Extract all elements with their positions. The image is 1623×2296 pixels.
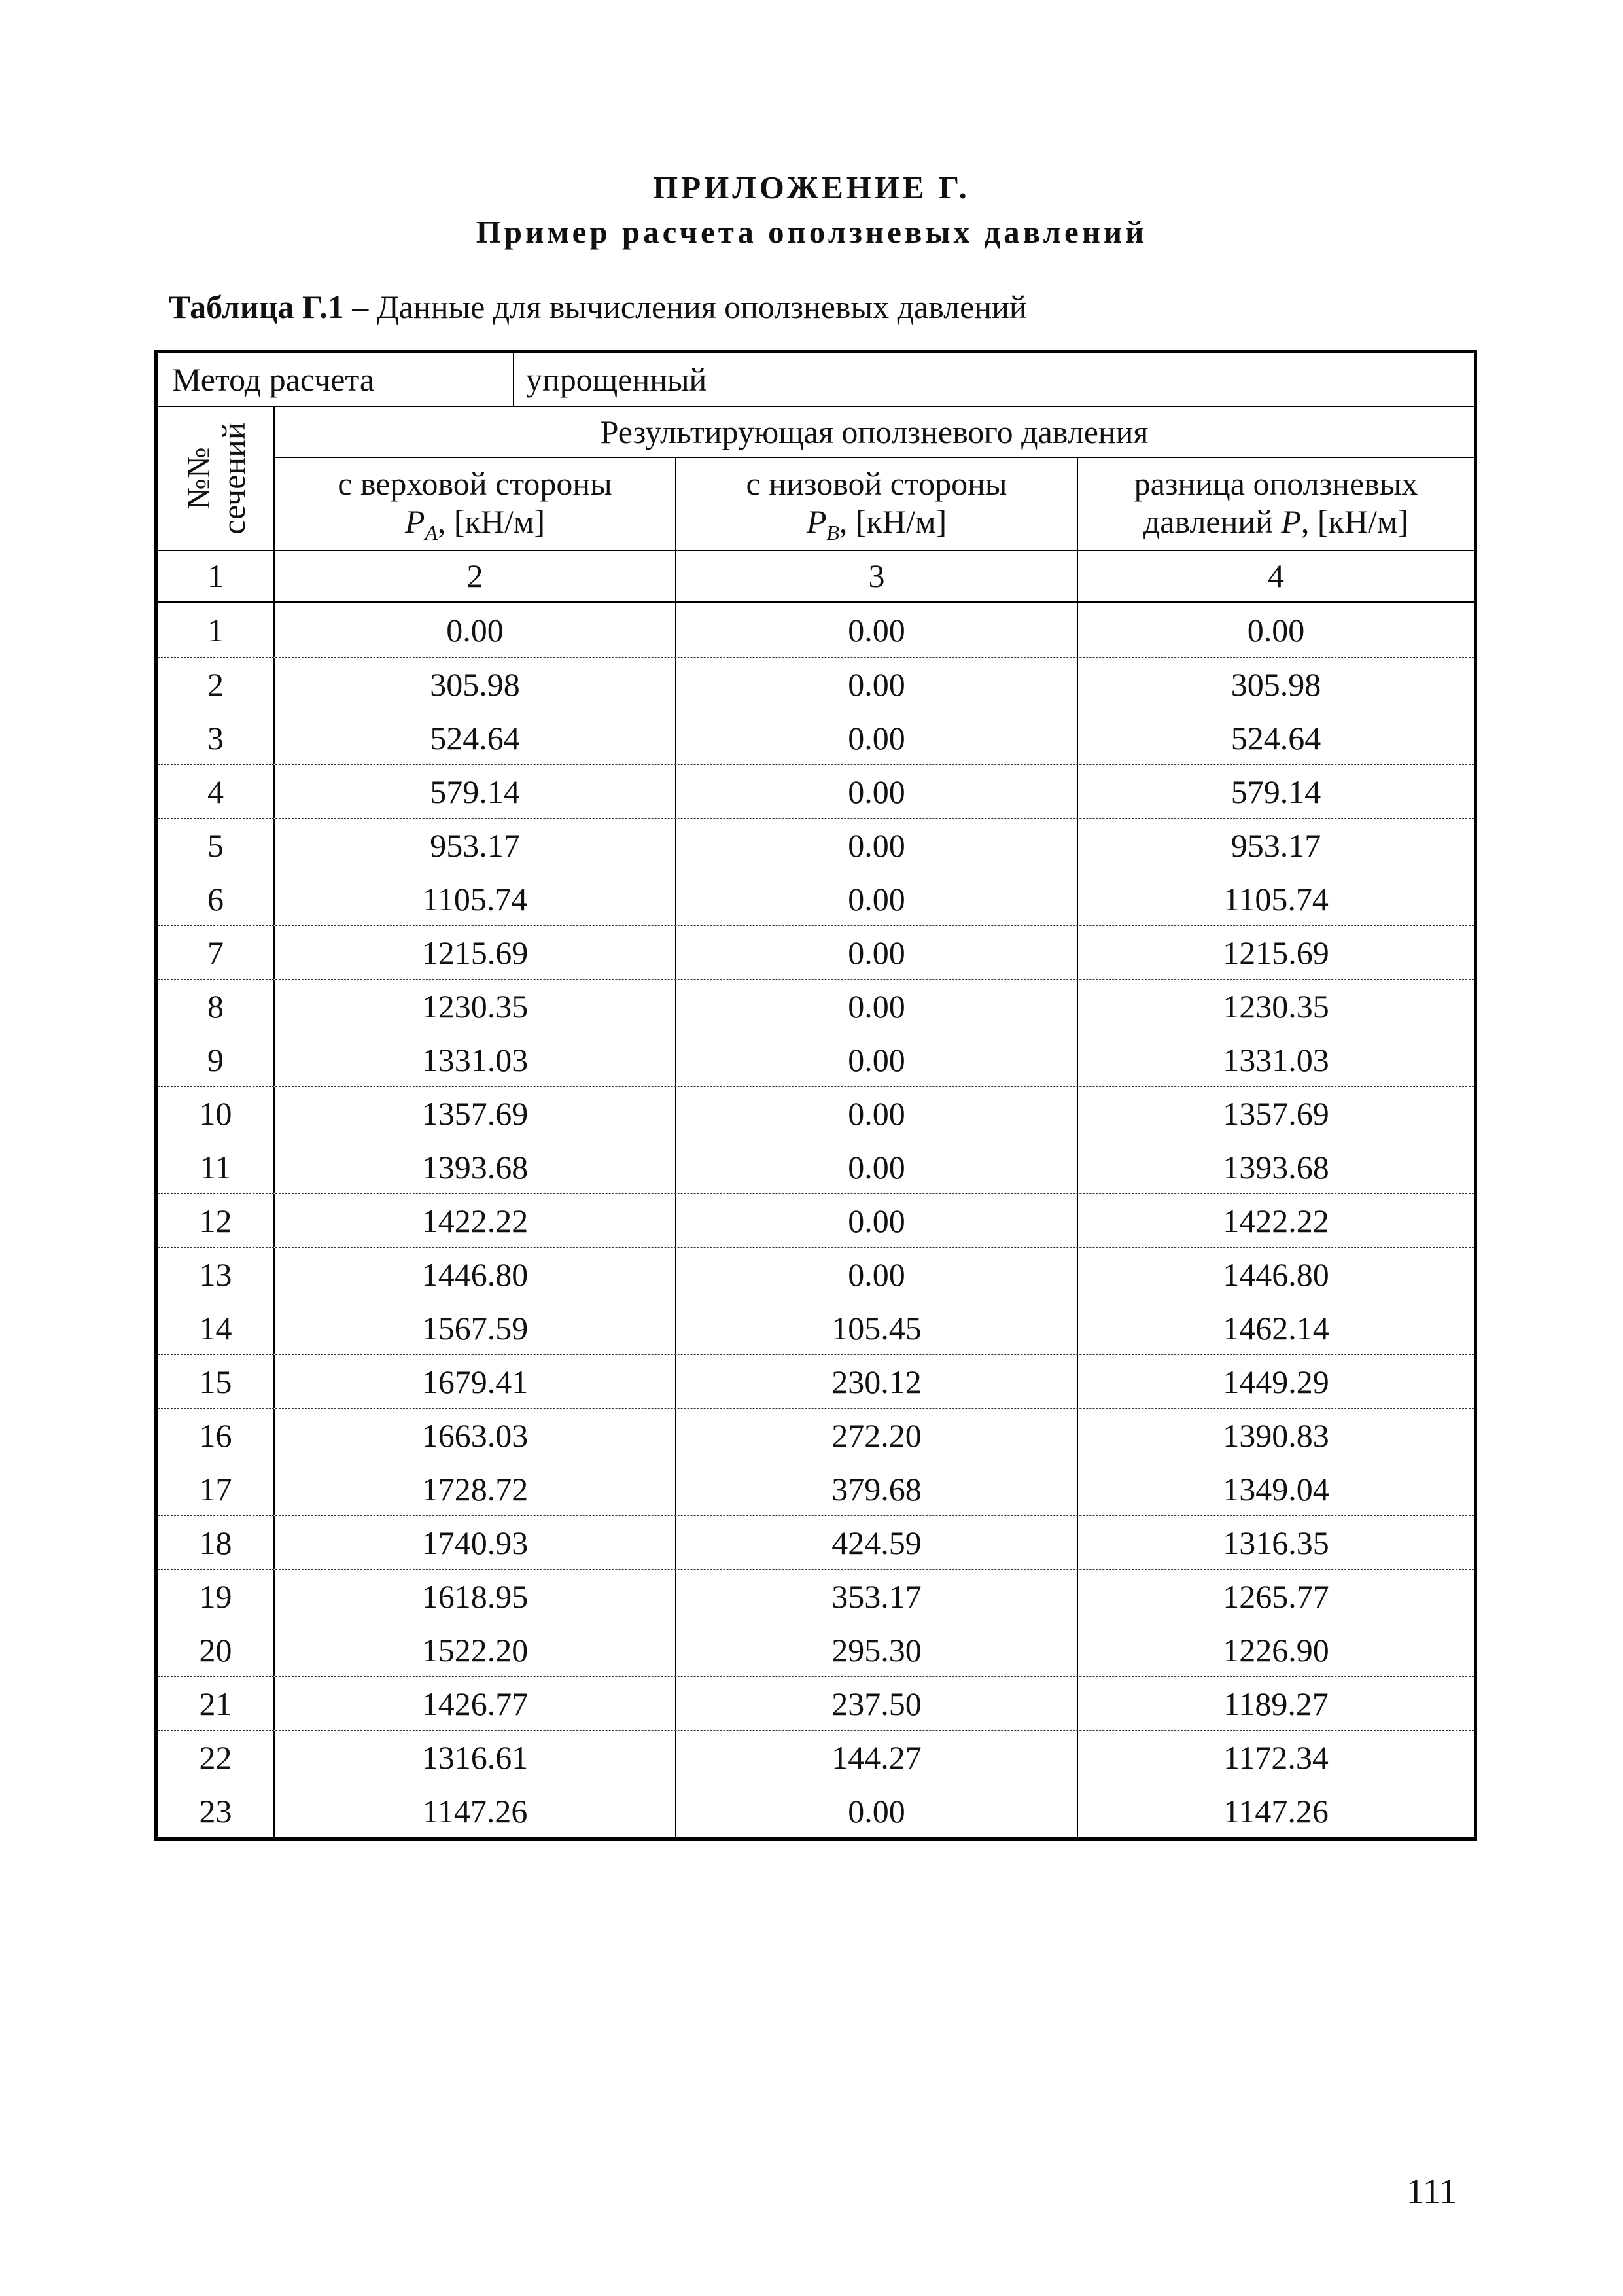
section-number-header-line2: сечений — [215, 422, 252, 535]
upstream-pressure-cell: 1740.93 — [275, 1516, 676, 1569]
downstream-pressure-cell: 0.00 — [676, 603, 1078, 657]
pressure-difference-cell: 1357.69 — [1223, 1095, 1329, 1132]
table-row — [158, 1784, 1474, 1837]
section-number-cell: 9 — [158, 1033, 275, 1086]
upstream-pressure-cell: 0.00 — [275, 603, 676, 657]
downstream-pressure-cell: 105.45 — [676, 1301, 1078, 1354]
pressure-difference-cell: 1172.34 — [1223, 1739, 1329, 1776]
pressure-difference-cell: 1449.29 — [1223, 1364, 1329, 1400]
section-number-cell: 12 — [158, 1194, 275, 1247]
section-number-cell: 16 — [158, 1409, 275, 1462]
table-row — [158, 1301, 1474, 1354]
pressure-difference-cell: 1105.74 — [1223, 881, 1329, 917]
difference-unit: , [кН/м] — [1300, 503, 1409, 540]
downstream-pressure-cell: 0.00 — [676, 980, 1078, 1033]
upstream-pressure-cell: 953.17 — [275, 819, 676, 872]
section-number-cell: 21 — [158, 1677, 275, 1730]
table-row — [158, 818, 1474, 872]
upstream-pressure-cell: 1357.69 — [275, 1087, 676, 1140]
pressure-difference-cell: 1230.35 — [1223, 988, 1329, 1025]
section-number-cell: 15 — [158, 1355, 275, 1408]
downstream-pressure-cell: 0.00 — [676, 765, 1078, 818]
pressure-difference-cell: 1316.35 — [1223, 1525, 1329, 1561]
upstream-pressure-cell: 1422.22 — [275, 1194, 676, 1247]
pressure-difference-cell: 305.98 — [1230, 666, 1321, 703]
table-row — [158, 1354, 1474, 1408]
upstream-pressure-cell: 1393.68 — [275, 1140, 676, 1193]
upstream-symbol: P — [404, 503, 425, 540]
pressure-difference-cell: 1331.03 — [1223, 1042, 1329, 1078]
upstream-pressure-cell: 1618.95 — [275, 1570, 676, 1623]
section-number-cell: 3 — [158, 711, 275, 764]
table-row — [158, 1193, 1474, 1247]
table-row — [158, 1086, 1474, 1140]
downstream-pressure-cell: 272.20 — [676, 1409, 1078, 1462]
appendix-title: ПРИЛОЖЕНИЕ Г. — [653, 169, 970, 205]
table-row — [158, 1033, 1474, 1086]
downstream-header-text: с низовой стороны — [746, 465, 1007, 502]
pressure-difference-cell: 1422.22 — [1223, 1203, 1329, 1239]
pressure-difference-cell: 579.14 — [1230, 773, 1321, 810]
downstream-pressure-cell: 230.12 — [676, 1355, 1078, 1408]
pressure-table — [154, 350, 1477, 1841]
pressure-difference-cell: 1215.69 — [1223, 934, 1329, 971]
table-row — [158, 1140, 1474, 1193]
upstream-pressure-cell: 1331.03 — [275, 1033, 676, 1086]
downstream-pressure-cell: 0.00 — [676, 872, 1078, 925]
table-row — [158, 1462, 1474, 1515]
downstream-pressure-cell: 0.00 — [676, 711, 1078, 764]
section-number-cell: 14 — [158, 1301, 275, 1354]
downstream-pressure-cell: 295.30 — [676, 1623, 1078, 1676]
table-row — [158, 925, 1474, 979]
difference-header — [1078, 458, 1474, 552]
upstream-subscript: A — [425, 521, 438, 544]
downstream-pressure-cell: 0.00 — [676, 926, 1078, 979]
table-header — [158, 407, 1474, 551]
group-header: Результирующая оползневого давления — [275, 407, 1474, 458]
section-number-header — [158, 407, 275, 550]
table-row — [158, 1676, 1474, 1730]
section-number-cell: 2 — [158, 658, 275, 711]
table-caption-label: Таблица Г.1 — [169, 289, 344, 325]
pressure-difference-cell: 953.17 — [1230, 827, 1321, 864]
method-label: Метод расчета — [158, 353, 514, 406]
column-number: 4 — [1268, 557, 1284, 594]
upstream-pressure-cell: 1567.59 — [275, 1301, 676, 1354]
section-number-cell: 17 — [158, 1462, 275, 1515]
downstream-pressure-cell: 0.00 — [676, 819, 1078, 872]
upstream-pressure-cell: 1728.72 — [275, 1462, 676, 1515]
upstream-header-text: с верховой стороны — [338, 465, 612, 502]
section-number-cell: 4 — [158, 765, 275, 818]
upstream-pressure-cell: 1215.69 — [275, 926, 676, 979]
method-row — [158, 353, 1474, 407]
section-number-cell: 20 — [158, 1623, 275, 1676]
downstream-pressure-cell: 0.00 — [676, 1033, 1078, 1086]
column-number: 3 — [676, 551, 1078, 601]
table-row — [158, 1247, 1474, 1301]
table-caption-text: – Данные для вычисления оползневых давлений — [343, 289, 1027, 325]
upstream-unit: , [кН/м] — [437, 503, 546, 540]
difference-symbol: P — [1281, 503, 1301, 540]
method-value: упрощенный — [526, 361, 707, 398]
downstream-pressure-cell: 237.50 — [676, 1677, 1078, 1730]
section-number-cell: 13 — [158, 1248, 275, 1301]
upstream-pressure-cell: 1316.61 — [275, 1731, 676, 1784]
pressure-difference-cell: 1462.14 — [1223, 1310, 1329, 1347]
column-number-row — [158, 551, 1474, 603]
table-row — [158, 979, 1474, 1033]
downstream-unit: , [кН/м] — [839, 503, 947, 540]
downstream-pressure-cell: 0.00 — [676, 1784, 1078, 1837]
section-number-header-line1: №№ — [179, 447, 217, 510]
upstream-pressure-cell: 524.64 — [275, 711, 676, 764]
pressure-difference-cell: 1393.68 — [1223, 1149, 1329, 1186]
column-number: 1 — [158, 551, 275, 601]
pressure-difference-cell: 524.64 — [1230, 720, 1321, 756]
upstream-pressure-cell: 1105.74 — [275, 872, 676, 925]
pressure-difference-cell: 1147.26 — [1223, 1793, 1329, 1829]
pressure-difference-cell: 1226.90 — [1223, 1632, 1329, 1669]
section-number-cell: 22 — [158, 1731, 275, 1784]
pressure-difference-cell: 1189.27 — [1223, 1686, 1329, 1722]
downstream-pressure-cell: 0.00 — [676, 1248, 1078, 1301]
downstream-pressure-cell: 0.00 — [676, 1087, 1078, 1140]
table-row — [158, 711, 1474, 764]
upstream-pressure-cell: 1426.77 — [275, 1677, 676, 1730]
section-number-cell: 18 — [158, 1516, 275, 1569]
table-row — [158, 1569, 1474, 1623]
pressure-difference-cell: 0.00 — [1247, 612, 1305, 648]
upstream-pressure-cell: 1522.20 — [275, 1623, 676, 1676]
difference-header-text: разница оползневых — [1134, 465, 1418, 502]
pressure-difference-cell: 1349.04 — [1223, 1471, 1329, 1508]
downstream-pressure-cell: 0.00 — [676, 1194, 1078, 1247]
section-number-cell: 23 — [158, 1784, 275, 1837]
downstream-pressure-cell: 0.00 — [676, 658, 1078, 711]
upstream-pressure-cell: 1446.80 — [275, 1248, 676, 1301]
section-number-cell: 19 — [158, 1570, 275, 1623]
section-number-cell: 8 — [158, 980, 275, 1033]
table-row — [158, 764, 1474, 818]
downstream-pressure-cell: 424.59 — [676, 1516, 1078, 1569]
downstream-pressure-cell: 379.68 — [676, 1462, 1078, 1515]
downstream-pressure-cell: 144.27 — [676, 1731, 1078, 1784]
downstream-header — [676, 458, 1078, 552]
section-number-cell: 5 — [158, 819, 275, 872]
table-body — [158, 603, 1474, 1837]
upstream-pressure-cell: 1230.35 — [275, 980, 676, 1033]
section-number-cell: 11 — [158, 1140, 275, 1193]
pressure-difference-cell: 1265.77 — [1223, 1578, 1329, 1615]
table-row — [158, 872, 1474, 925]
table-caption — [169, 288, 1027, 326]
downstream-pressure-cell: 353.17 — [676, 1570, 1078, 1623]
table-row — [158, 1730, 1474, 1784]
section-number-cell: 1 — [158, 603, 275, 657]
pressure-difference-cell: 1390.83 — [1223, 1417, 1329, 1454]
upstream-pressure-cell: 1679.41 — [275, 1355, 676, 1408]
table-row — [158, 1623, 1474, 1676]
downstream-pressure-cell: 0.00 — [676, 1140, 1078, 1193]
column-number: 2 — [275, 551, 676, 601]
section-number-cell: 10 — [158, 1087, 275, 1140]
difference-header-text2: давлений — [1143, 503, 1282, 540]
section-number-cell: 7 — [158, 926, 275, 979]
upstream-header — [275, 458, 676, 552]
table-row — [158, 1515, 1474, 1569]
section-number-cell: 6 — [158, 872, 275, 925]
upstream-pressure-cell: 1663.03 — [275, 1409, 676, 1462]
downstream-subscript: B — [826, 521, 839, 544]
upstream-pressure-cell: 579.14 — [275, 765, 676, 818]
page-number: 111 — [1406, 2172, 1457, 2211]
table-row — [158, 603, 1474, 657]
appendix-subtitle: Пример расчета оползневых давлений — [476, 214, 1147, 250]
pressure-difference-cell: 1446.80 — [1223, 1256, 1329, 1293]
upstream-pressure-cell: 305.98 — [275, 658, 676, 711]
downstream-symbol: P — [806, 503, 827, 540]
upstream-pressure-cell: 1147.26 — [275, 1784, 676, 1837]
table-row — [158, 1408, 1474, 1462]
table-row — [158, 657, 1474, 711]
